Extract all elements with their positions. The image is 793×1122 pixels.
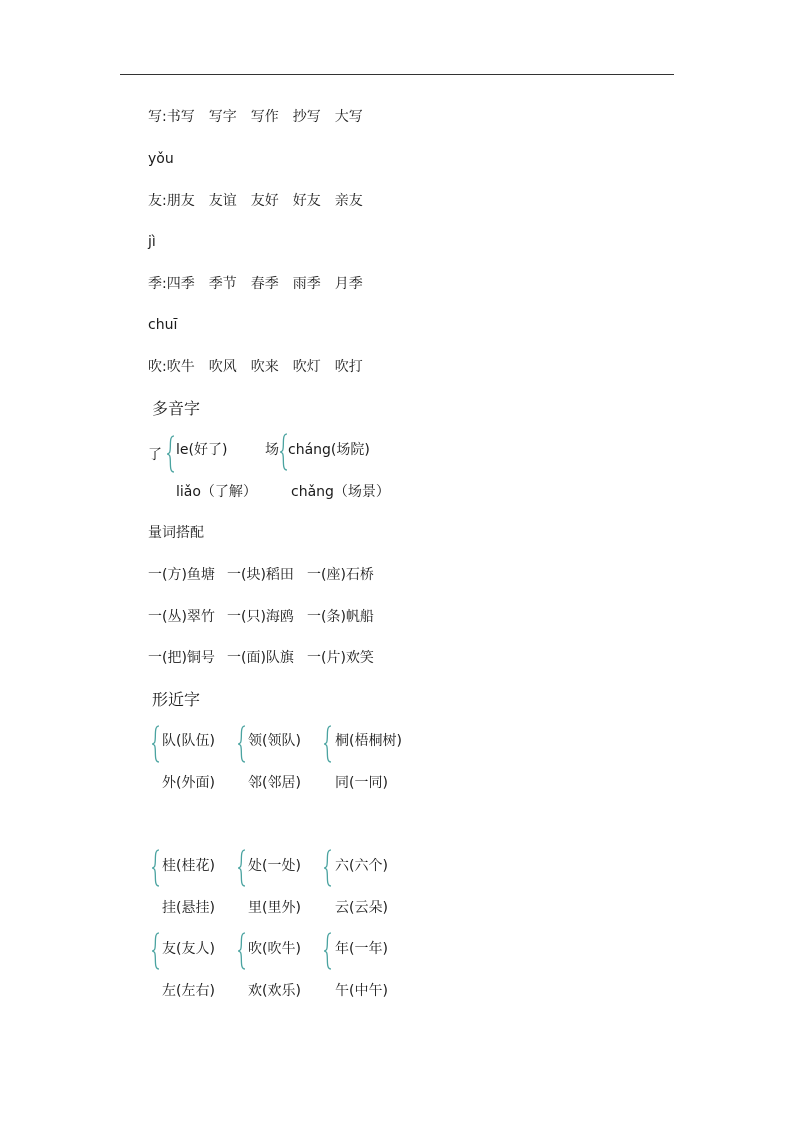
measure-word-item: 一(条)帆船 xyxy=(307,609,374,625)
brace-icon xyxy=(323,725,333,763)
similar-char-top: 六(六个) xyxy=(335,858,388,874)
brace-icon xyxy=(151,849,161,887)
word: 大写 xyxy=(334,109,363,125)
word: 春季 xyxy=(250,276,279,292)
similar-char-bottom: 同(一同) xyxy=(335,775,388,791)
similar-char-top: 吹(吹牛) xyxy=(248,941,301,957)
similar-char-bottom: 外(外面) xyxy=(162,775,215,791)
word: 抄写 xyxy=(292,109,321,125)
similar-char-top: 处(一处) xyxy=(248,858,301,874)
word: 朋友 xyxy=(166,193,195,209)
word: 吹灯 xyxy=(292,359,321,375)
similar-char-top: 领(领队) xyxy=(248,733,301,749)
similar-char-bottom: 邻(邻居) xyxy=(248,775,301,791)
word: 友谊 xyxy=(208,193,237,209)
word: 月季 xyxy=(334,276,363,292)
word: 写作 xyxy=(250,109,279,125)
char-label: 季: xyxy=(148,276,167,292)
char-label: 吹: xyxy=(148,359,167,375)
header-rule xyxy=(120,74,674,75)
brace-icon xyxy=(237,932,247,970)
similar-char-bottom: 左(左右) xyxy=(162,983,215,999)
word: 吹来 xyxy=(250,359,279,375)
word: 好友 xyxy=(292,193,321,209)
word-line-xie xyxy=(148,108,377,126)
brace-icon xyxy=(237,725,247,763)
brace-icon xyxy=(323,849,333,887)
brace-icon xyxy=(151,932,161,970)
similar-char-top: 桂(桂花) xyxy=(162,858,215,874)
word: 写字 xyxy=(208,109,237,125)
brace-icon xyxy=(323,932,333,970)
word: 季节 xyxy=(208,276,237,292)
measure-word-item: 一(片)欢笑 xyxy=(307,650,374,666)
measure-word-item: 一(座)石桥 xyxy=(307,567,374,583)
measure-word-item: 一(面)队旗 xyxy=(227,650,294,666)
measure-word-item: 一(丛)翠竹 xyxy=(148,609,215,625)
similar-char-bottom: 挂(悬挂) xyxy=(162,900,215,916)
word: 书写 xyxy=(166,109,195,125)
brace-icon xyxy=(237,849,247,887)
measure-word-item: 一(方)鱼塘 xyxy=(148,567,215,583)
polyphonic-chang-reading-1: cháng(场院) xyxy=(288,442,370,458)
word: 吹风 xyxy=(208,359,237,375)
polyphonic-le-reading-2: liǎo（了解） xyxy=(176,484,257,500)
word: 四季 xyxy=(166,276,195,292)
word: 吹打 xyxy=(334,359,363,375)
polyphonic-char-le: 了 xyxy=(148,447,162,463)
word: 亲友 xyxy=(334,193,363,209)
brace-icon xyxy=(166,435,176,473)
word-line-chui xyxy=(148,358,377,376)
similar-char-bottom: 里(里外) xyxy=(248,900,301,916)
measure-word-item: 一(把)铜号 xyxy=(148,650,215,666)
char-label: 写: xyxy=(148,109,167,125)
word: 吹牛 xyxy=(166,359,195,375)
word: 友好 xyxy=(250,193,279,209)
measure-words-heading: 量词搭配 xyxy=(148,525,204,541)
measure-word-item: 一(块)稻田 xyxy=(227,567,294,583)
polyphonic-le-reading-1: le(好了) xyxy=(176,442,228,458)
word-line-ji xyxy=(148,275,377,293)
polyphonic-heading: 多音字 xyxy=(152,399,201,418)
polyphonic-char-chang: 场 xyxy=(265,442,279,458)
brace-icon xyxy=(151,725,161,763)
similar-char-top: 友(友人) xyxy=(162,941,215,957)
word: 雨季 xyxy=(292,276,321,292)
char-label: 友: xyxy=(148,193,167,209)
pinyin-ji: jì xyxy=(148,234,156,250)
measure-word-item: 一(只)海鸥 xyxy=(227,609,294,625)
similar-char-top: 桐(梧桐树) xyxy=(335,733,402,749)
pinyin-chui: chuī xyxy=(148,317,178,333)
similar-char-bottom: 午(中午) xyxy=(335,983,388,999)
polyphonic-chang-reading-2: chǎng（场景） xyxy=(291,484,390,500)
word-line-you xyxy=(148,192,377,210)
similar-char-top: 年(一年) xyxy=(335,941,388,957)
similar-chars-heading: 形近字 xyxy=(152,690,201,709)
similar-char-bottom: 欢(欢乐) xyxy=(248,983,301,999)
similar-char-top: 队(队伍) xyxy=(162,733,215,749)
similar-char-bottom: 云(云朵) xyxy=(335,900,388,916)
pinyin-you: yǒu xyxy=(148,151,174,167)
